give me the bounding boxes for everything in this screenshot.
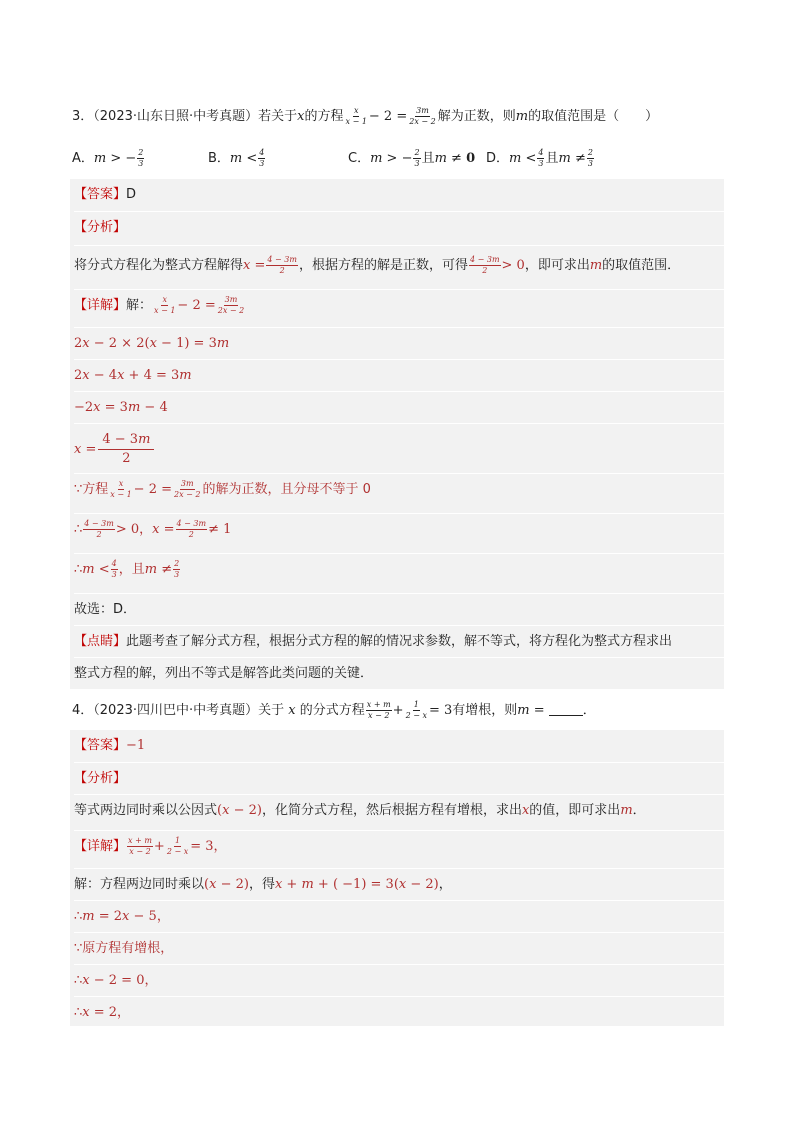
fraction: $\frac{x}{x - 1}$: [345, 106, 367, 126]
question-3-stem: 3．（2023·山东日照·中考真题）若关于x的方程 $\frac{x}{x - 1}$ − 2 = $\frac{3m}{2x - 2}$ 解为正数，则m的取值范围是（ ）: [72, 106, 659, 126]
option-a[interactable]: A．m > − $\frac{2}{3}$: [72, 148, 144, 168]
option-c[interactable]: C．m > − $\frac{2}{3}$ 且m ≠ 0: [348, 148, 476, 168]
q4-step-3: ∵原方程有增根，: [74, 932, 724, 965]
q4-analysis-tag-row: 【分析】: [74, 762, 724, 795]
q4-answer-row: 【答案】−1: [74, 738, 146, 753]
q3-source: （2023·山东日照·中考真题）: [93, 109, 259, 124]
q3-step-2: 2x − 4x + 4 = 3m: [74, 359, 724, 392]
q3-step-5: ∵方程 $\frac{x}{x - 1}$ − 2 = $\frac{3m}{2x - 2}$ 的解为正数，且分母不等于 0: [74, 473, 724, 506]
q3-choose-row: 故选：D．: [74, 593, 724, 626]
answer-blank[interactable]: [549, 701, 583, 716]
q3-answer-row: 【答案】D: [74, 187, 137, 202]
q4-source: （2023·四川巴中·中考真题）: [93, 703, 259, 718]
q4-detail-row: 【详解】 $\frac{x + m}{x - 2}$ + $\frac{1}{2 - x}$ = 3，: [74, 830, 724, 863]
q3-comment-row-1: 【点睛】此题考查了解分式方程，根据分式方程的解的情况求参数，解不等式，将方程化为整式方程求出: [74, 625, 724, 658]
q3-answer: D: [126, 187, 137, 202]
q4-answer: −1: [126, 738, 146, 753]
q3-number: 3．: [72, 109, 94, 124]
q3-analysis-row: 将分式方程化为整式方程解得x = $\frac{4 - 3m}{2}$ ，根据方程的解是正数，可得 $\frac{4 - 3m}{2}$ > 0，即可求出m的取值范围．: [74, 245, 724, 286]
q4-analysis-row: 等式两边同时乘以公因式(x − 2)，化简分式方程，然后根据方程有增根，求出x的值，即可求出m．: [74, 794, 724, 827]
q3-step-3: −2x = 3m − 4: [74, 391, 724, 424]
option-d[interactable]: D．m < $\frac{4}{3}$ 且m ≠ $\frac{2}{3}$: [486, 148, 593, 168]
question-4-stem: 4．（2023·四川巴中·中考真题）关于 x 的分式方程 $\frac{x + m}{x - 2}$ + $\frac{1}{2 - x}$ = 3有增根，则m = ．: [72, 700, 596, 720]
q3-step-4: x = $\frac{4 - 3m}{2}$: [74, 423, 724, 476]
q3-step-7: ∴m < $\frac{4}{3}$ ，且m ≠ $\frac{2}{3}$: [74, 553, 724, 586]
q4-number: 4．: [72, 703, 94, 718]
fraction: $\frac{3m}{2x - 2}$: [409, 106, 436, 126]
q3-step-6: ∴ $\frac{4 - 3m}{2}$ > 0，x = $\frac{4 - 3m}{2}$ ≠ 1: [74, 513, 724, 546]
q3-detail-row: 【详解】解： $\frac{x}{x - 1}$ − 2 = $\frac{3m}{2x - 2}$: [74, 289, 724, 322]
q3-step-1: 2x − 2 × 2(x − 1) = 3m: [74, 327, 724, 360]
q4-step-4: ∴x − 2 = 0，: [74, 964, 724, 997]
q4-solution-box: [70, 730, 724, 1026]
q3-options: [72, 148, 722, 170]
q4-step-2: ∴m = 2x − 5，: [74, 900, 724, 933]
q3-comment-row-2: 整式方程的解，列出不等式是解答此类问题的关键．: [74, 657, 724, 690]
q4-step-1: 解：方程两边同时乘以(x − 2)，得x + m + ( −1) = 3(x − 2)，: [74, 868, 724, 901]
q3-analysis-tag-row: 【分析】: [74, 211, 724, 244]
q4-step-5: ∴x = 2，: [74, 996, 724, 1029]
q3-solution-box: [70, 179, 724, 689]
option-b[interactable]: B．m < $\frac{4}{3}$: [208, 148, 265, 168]
